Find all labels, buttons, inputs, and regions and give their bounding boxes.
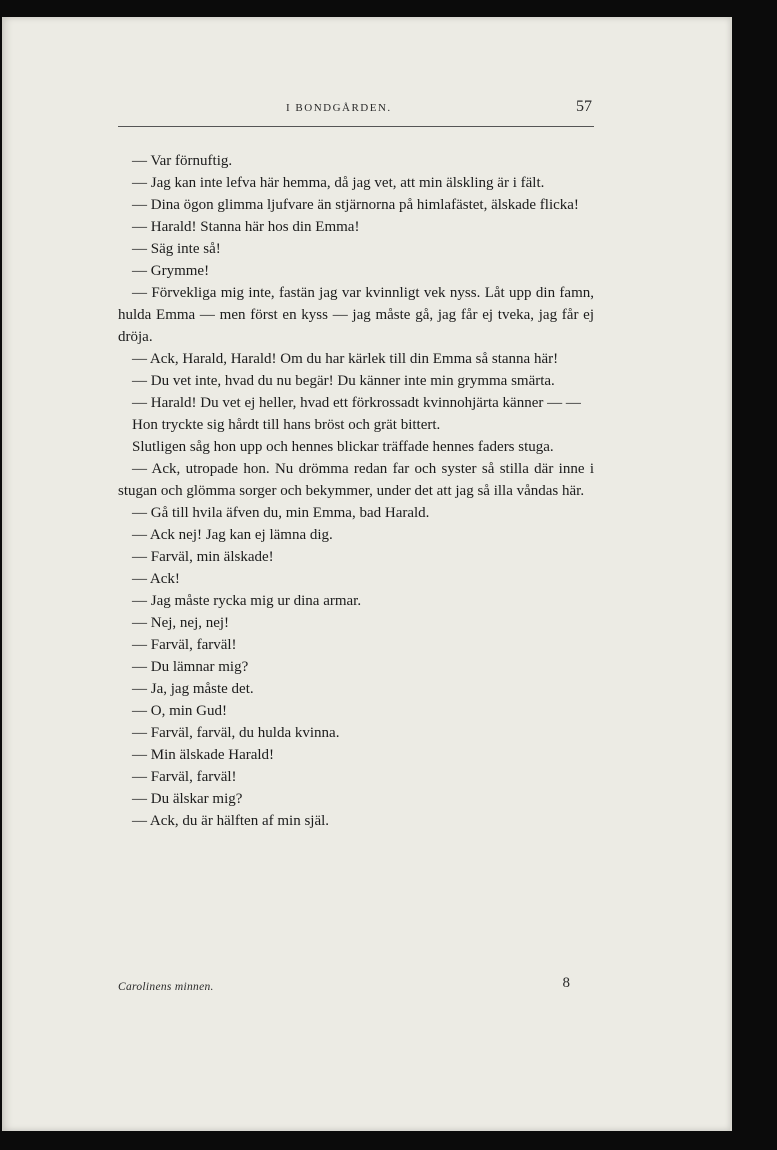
page-header: [118, 100, 594, 127]
paragraph: — Var förnuftig.: [132, 153, 233, 169]
paragraph: — O, min Gud!: [132, 703, 227, 719]
paragraph: — Ack, utropade hon. Nu drömma redan far och syster så stilla där inne i stugan och glömma sorger och bekymmer, under det att jag så illa våndas här.: [118, 461, 594, 499]
paragraph: — Säg inte så!: [132, 241, 221, 257]
signature-mark: 8: [562, 975, 570, 991]
paragraph: — Min älskade Harald!: [132, 747, 275, 763]
page-number: 57: [576, 98, 592, 115]
paragraph: — Du vet inte, hvad du nu begär! Du känner inte min grymma smärta.: [132, 373, 555, 389]
paragraph: — Dina ögon glimma ljufvare än stjärnorna på himlafästet, älskade flicka!: [132, 197, 579, 213]
paragraph: — Gå till hvila äfven du, min Emma, bad Harald.: [132, 505, 430, 521]
paragraph: — Du älskar mig?: [132, 791, 243, 807]
paragraph: — Jag kan inte lefva här hemma, då jag vet, att min älskling är i fält.: [132, 175, 545, 191]
paragraph: — Farväl, farväl!: [132, 769, 237, 785]
paragraph: — Ack, du är hälften af min själ.: [132, 813, 330, 829]
paragraph: — Ack, Harald, Harald! Om du har kärlek till din Emma så stanna här!: [132, 351, 559, 367]
page-edge: [730, 17, 732, 1131]
paragraph: — Ja, jag måste det.: [132, 681, 254, 697]
paragraph: — Ack nej! Jag kan ej lämna dig.: [132, 527, 333, 543]
paragraph: — Jag måste rycka mig ur dina armar.: [132, 593, 362, 609]
paragraph: — Förvekliga mig inte, fastän jag var kvinnligt vek nyss. Låt upp din famn, hulda Emma — men först en kyss — jag måste gå, jag får ej tveka, jag får ej dröja.: [118, 285, 594, 345]
paragraph: — Nej, nej, nej!: [132, 615, 230, 631]
paragraph: Slutligen såg hon upp och hennes blickar träffade hennes faders stuga.: [132, 439, 554, 455]
paragraph: — Farväl, farväl, du hulda kvinna.: [132, 725, 340, 741]
paragraph: Hon tryckte sig hårdt till hans bröst och grät bittert.: [132, 417, 441, 433]
paragraph: — Ack!: [132, 571, 180, 587]
body-text: [118, 150, 594, 832]
running-head: I BONDGÅRDEN.: [286, 102, 392, 114]
paragraph: — Grymme!: [132, 263, 210, 279]
paragraph: — Du lämnar mig?: [132, 659, 249, 675]
paragraph: — Harald! Stanna här hos din Emma!: [132, 219, 360, 235]
paragraph: — Farväl, farväl!: [132, 637, 237, 653]
paragraph: — Harald! Du vet ej heller, hvad ett förkrossadt kvinnohjärta känner — —: [132, 395, 581, 411]
paragraph: — Farväl, min älskade!: [132, 549, 274, 565]
page-footer: [118, 975, 570, 994]
signature-title: Carolinens minnen.: [118, 981, 214, 993]
